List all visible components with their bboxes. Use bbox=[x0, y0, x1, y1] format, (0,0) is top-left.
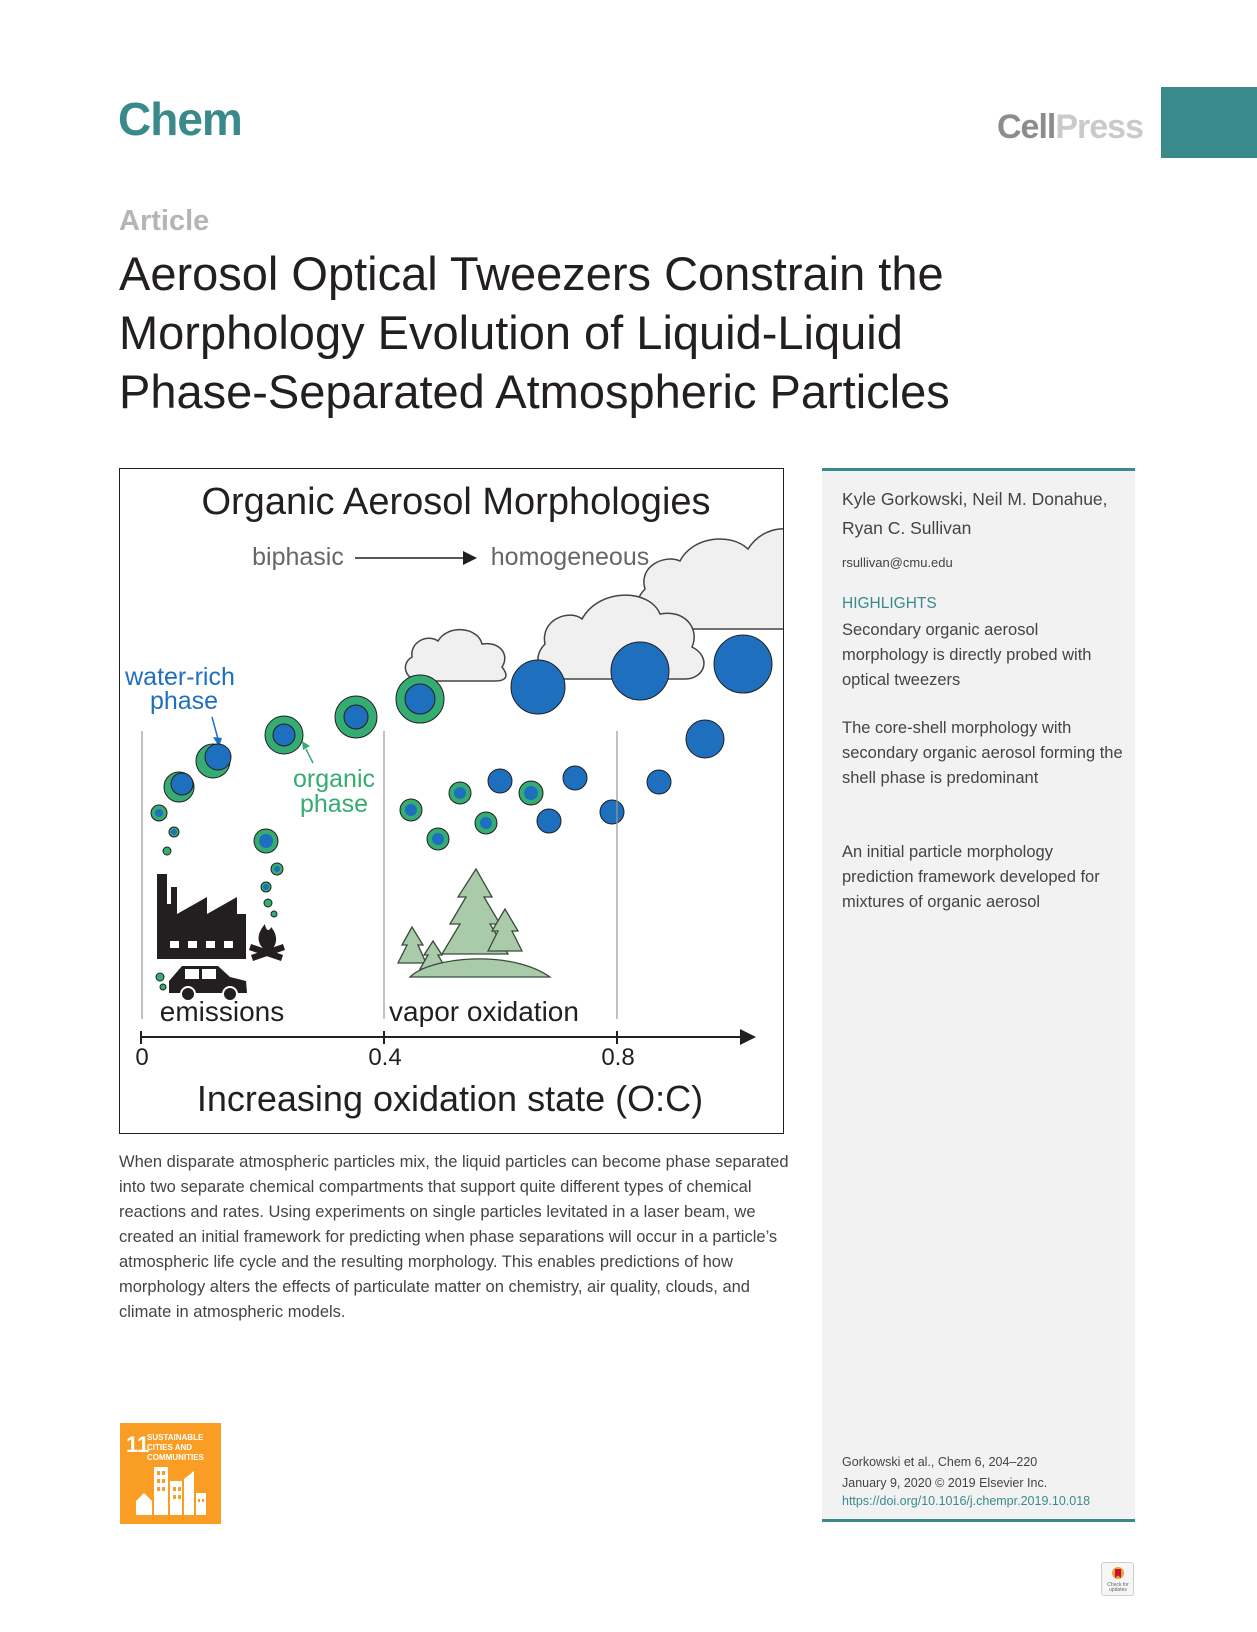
highlight-item: Secondary organic aerosol morphology is directly probed with optical tweezers bbox=[842, 621, 1092, 689]
particle-homogeneous bbox=[537, 809, 561, 833]
cloud-icon bbox=[405, 630, 506, 681]
biphasic-arrow-head bbox=[463, 551, 477, 565]
particle-core bbox=[263, 884, 269, 890]
particle-core bbox=[524, 786, 538, 800]
particle-core bbox=[405, 804, 417, 816]
particle-homogeneous bbox=[714, 635, 772, 693]
particle-core-shell bbox=[156, 973, 164, 981]
publisher-logo-part-b: Press bbox=[1055, 108, 1143, 146]
graphical-abstract-svg bbox=[120, 469, 783, 1133]
homogeneous-label: homogeneous bbox=[490, 543, 650, 571]
summary-paragraph: When disparate atmospheric particles mix, the liquid particles can become phase separated into two separate chemical compartments that support quite different types of chemical reactions and rates. Using experiments on single particles levitated in a laser beam, we created an initial framework for predicting when phase separations will occur in a particle’s atmospheric life cycle and the resulting morphology. This enables predictions of how morphology alters the effects of particulate matter on chemistry, air quality, clouds, and climate in atmospheric models. bbox=[119, 1153, 789, 1321]
check-for-updates-badge[interactable] bbox=[1101, 1562, 1134, 1596]
particle-core bbox=[454, 787, 466, 799]
particle-core bbox=[155, 809, 163, 817]
publisher-logo bbox=[997, 108, 1143, 147]
particle-core-shell bbox=[264, 899, 272, 907]
highlights-heading: HIGHLIGHTS bbox=[842, 595, 937, 612]
emissions-label: emissions bbox=[159, 996, 285, 1027]
trees-icon bbox=[398, 869, 550, 977]
particle-homogeneous bbox=[647, 770, 671, 794]
x-tick-label: 0.8 bbox=[601, 1044, 635, 1071]
city-icon bbox=[134, 1461, 208, 1517]
particle-core-shell bbox=[163, 847, 171, 855]
correspondence-email[interactable]: rsullivan@cmu.edu bbox=[842, 555, 953, 570]
particle-homogeneous bbox=[686, 720, 724, 758]
factory-icon bbox=[157, 874, 246, 959]
organic-phase-label: organic bbox=[293, 765, 375, 793]
particle-core bbox=[171, 829, 177, 835]
citation-block bbox=[842, 1452, 1047, 1494]
particle-homogeneous bbox=[511, 660, 565, 714]
figure-title: Organic Aerosol Morphologies bbox=[201, 481, 711, 523]
x-tick-label: 0 bbox=[135, 1044, 149, 1071]
update-badge-label: Check for updates bbox=[1107, 1582, 1129, 1593]
particle-core bbox=[259, 834, 273, 848]
particle-core-shell bbox=[160, 984, 166, 990]
highlight-item: The core-shell morphology with secondary organic aerosol forming the shell phase is predominant bbox=[842, 719, 1123, 787]
x-axis-label: Increasing oxidation state (O:C) bbox=[196, 1078, 704, 1119]
sdg-label: SUSTAINABLE CITIES AND COMMUNITIES bbox=[147, 1433, 204, 1462]
article-sidebar bbox=[822, 468, 1135, 1522]
sdg-badge bbox=[120, 1423, 221, 1524]
corner-color-tab bbox=[1161, 87, 1257, 158]
particle-homogeneous bbox=[488, 769, 512, 793]
water-rich-label: water-rich bbox=[125, 663, 235, 691]
vapor-oxidation-label: vapor oxidation bbox=[389, 996, 579, 1027]
graphical-abstract bbox=[119, 468, 784, 1134]
particle-homogeneous bbox=[563, 766, 587, 790]
organic-phase-label-line2: phase bbox=[299, 790, 369, 818]
highlight-item: An initial particle morphology prediction framework developed for mixtures of organic aerosol bbox=[842, 843, 1100, 911]
sdg-number: 11 bbox=[126, 1432, 150, 1457]
update-ribbon-icon bbox=[1110, 1566, 1126, 1582]
doi-link[interactable]: https://doi.org/10.1016/j.chempr.2019.10.018 bbox=[842, 1494, 1091, 1508]
water-rich-pointer-line bbox=[212, 717, 218, 739]
particle-core bbox=[480, 817, 492, 829]
citation-line: Gorkowski et al., Chem 6, 204–220 bbox=[842, 1455, 1038, 1469]
journal-logo: Chem bbox=[118, 93, 242, 145]
particle-core bbox=[273, 724, 295, 746]
particle-core bbox=[432, 833, 444, 845]
organic-pointer-line bbox=[306, 749, 313, 763]
particle-core-shell bbox=[271, 911, 277, 917]
particle-homogeneous bbox=[600, 800, 624, 824]
publisher-logo-part-a: Cell bbox=[997, 108, 1056, 146]
article-title: Aerosol Optical Tweezers Constrain the Morphology Evolution of Liquid-Liquid Phase-Separated Atmospheric Particles bbox=[119, 247, 950, 418]
x-tick-label: 0.4 bbox=[368, 1044, 402, 1071]
biphasic-label: biphasic bbox=[252, 543, 344, 571]
particle-core bbox=[274, 866, 280, 872]
particle-core bbox=[405, 684, 435, 714]
water-rich-label-line2: phase bbox=[149, 687, 219, 715]
author-list: Kyle Gorkowski, Neil M. Donahue, Ryan C. Sullivan bbox=[842, 489, 1108, 538]
organic-pointer-head bbox=[302, 741, 310, 750]
particle-core bbox=[171, 773, 193, 795]
article-type: Article bbox=[119, 205, 210, 237]
x-axis-arrowhead bbox=[740, 1029, 756, 1045]
campfire-icon bbox=[249, 924, 285, 961]
particle-core bbox=[344, 705, 368, 729]
particle-core bbox=[205, 744, 231, 770]
particle-homogeneous bbox=[611, 642, 669, 700]
citation-date-line: January 9, 2020 © 2019 Elsevier Inc. bbox=[842, 1476, 1048, 1490]
